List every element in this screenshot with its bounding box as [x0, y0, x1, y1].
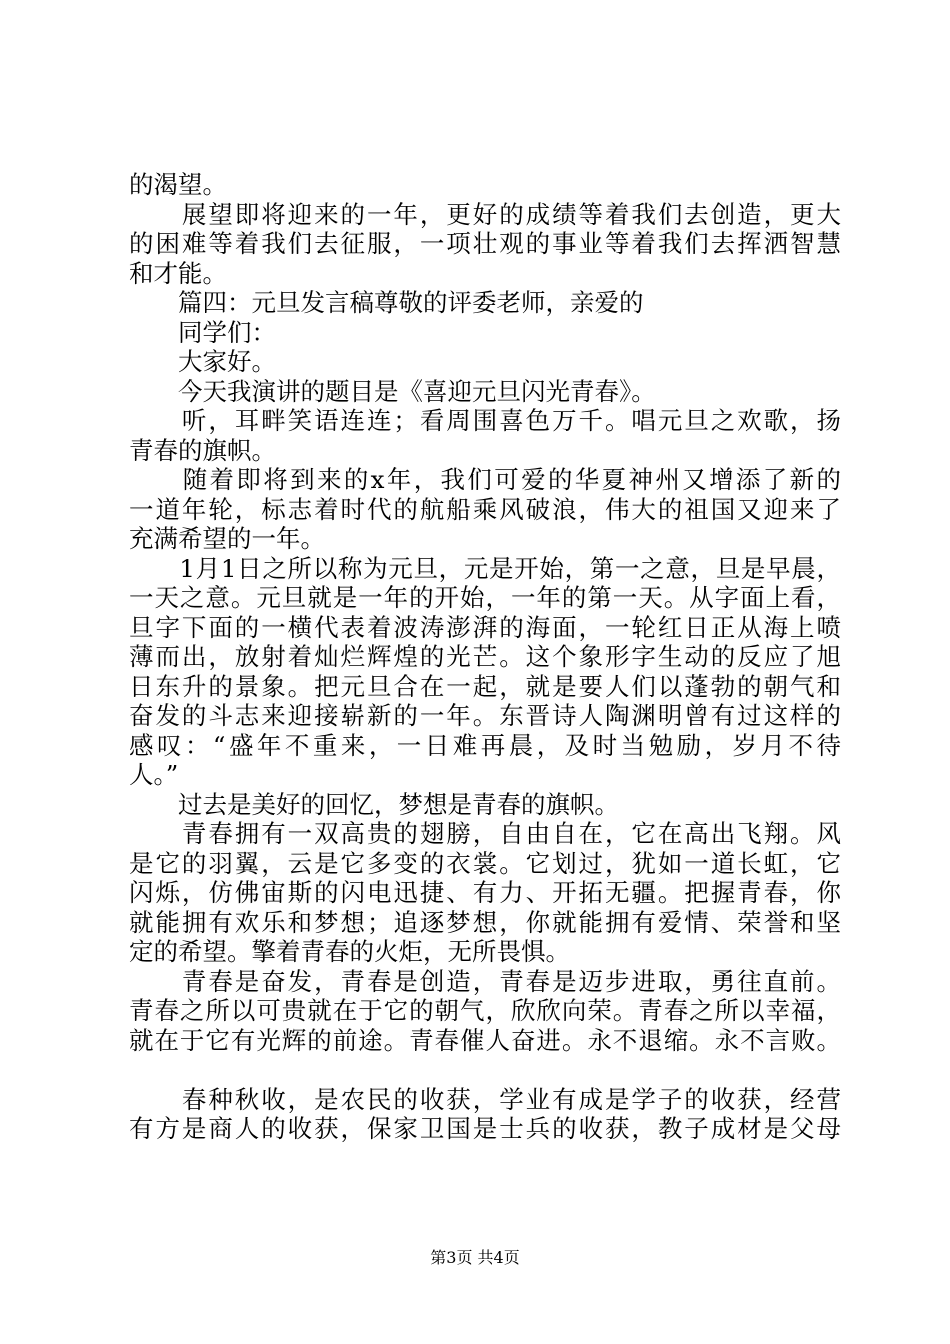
text-line: 青春是奋发，青春是创造，青春是迈步进取，勇往直前。	[129, 966, 841, 996]
text-line: 的困难等着我们去征服，一项壮观的事业等着我们去挥洒智慧	[129, 229, 841, 258]
text-line: 闪烁，仿佛宙斯的闪电迅捷、有力、开拓无疆。把握青春，你	[129, 878, 841, 907]
text-line: 听，耳畔笑语连连；看周围喜色万千。唱元旦之欢歌，扬	[129, 406, 841, 435]
text-line: 旦字下面的一横代表着波涛澎湃的海面，一轮红日正从海上喷	[129, 612, 841, 642]
text-line: 薄而出，放射着灿烂辉煌的光芒。这个象形字生动的反应了旭	[129, 642, 841, 671]
text-line: 展望即将迎来的一年，更好的成绩等着我们去创造，更大	[129, 199, 841, 229]
text-line: 奋发的斗志来迎接崭新的一年。东晋诗人陶渊明曾有过这样的	[129, 701, 841, 730]
text-line: 是它的羽翼，云是它多变的衣裳。它划过，犹如一道长虹，它	[129, 848, 841, 878]
text-line: 青春拥有一双高贵的翅膀，自由自在，它在高出飞翔。风	[129, 819, 841, 848]
text-line: 过去是美好的回忆，梦想是青春的旗帜。	[129, 789, 619, 819]
text-line: 日东升的景象。把元旦合在一起，就是要人们以蓬勃的朝气和	[129, 671, 841, 701]
text-line: 的渴望。	[129, 170, 227, 199]
text-line: 定的希望。擎着青春的火炬，无所畏惧。	[129, 937, 570, 966]
text-line: 青春的旗帜。	[129, 435, 276, 465]
page-footer	[0, 1248, 950, 1268]
text-line: 青春之所以可贵就在于它的朝气，欣欣向荣。青春之所以幸福，	[129, 996, 841, 1025]
document-body	[129, 170, 841, 1144]
text-line: 就能拥有欢乐和梦想；追逐梦想，你就能拥有爱情、荣誉和坚	[129, 907, 841, 937]
blank-line	[129, 1055, 841, 1085]
text-line: 感叹：“盛年不重来，一日难再晨，及时当勉励，岁月不待	[129, 730, 841, 760]
text-line: 随着即将到来的x年，我们可爱的华夏神州又增添了新的	[129, 465, 841, 494]
text-line: 有方是商人的收获，保家卫国是士兵的收获，教子成材是父母	[129, 1114, 841, 1143]
text-line: 充满希望的一年。	[129, 524, 325, 553]
text-line: 篇四：元旦发言稿尊敬的评委老师，亲爱的	[129, 288, 644, 317]
text-line: 1月1日之所以称为元旦，元是开始，第一之意，旦是早晨，	[129, 553, 841, 583]
text-line: 今天我演讲的题目是《喜迎元旦闪光青春》。	[129, 376, 656, 406]
text-line: 和才能。	[129, 258, 227, 288]
text-line: 大家好。	[129, 347, 276, 376]
text-line: 同学们：	[129, 317, 276, 347]
text-line: 一天之意。元旦就是一年的开始，一年的第一天。从字面上看，	[129, 583, 841, 612]
text-line: 春种秋收，是农民的收获，学业有成是学子的收获，经营	[129, 1084, 841, 1114]
text-line: 一道年轮，标志着时代的航船乘风破浪，伟大的祖国又迎来了	[129, 494, 841, 524]
page-number: 第3页 共4页	[430, 1248, 520, 1267]
text-line: 就在于它有光辉的前途。青春催人奋进。永不退缩。永不言败。	[129, 1025, 841, 1055]
text-line: 人。”	[129, 760, 179, 789]
